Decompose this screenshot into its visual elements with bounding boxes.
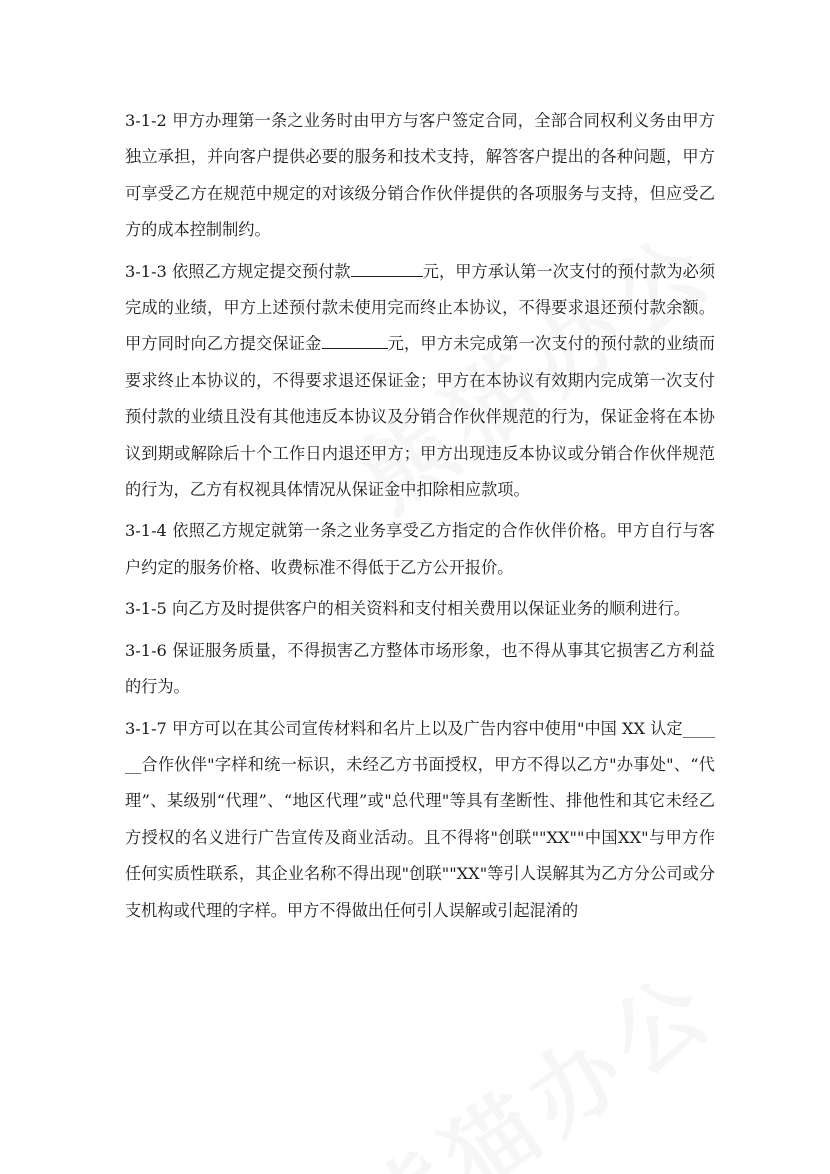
document-body xyxy=(125,103,715,934)
deposit-blank xyxy=(322,331,388,349)
clause-3-1-6: 3-1-6 保证服务质量，不得损害乙方整体市场形象，也不得从事其它损害乙方利益的行为。 xyxy=(125,640,715,697)
watermark xyxy=(330,935,739,1174)
clause-text: 3-1-3 依照乙方规定提交预付款 xyxy=(125,261,351,281)
clause-3-1-7: 3-1-7 甲方可以在其公司宣传材料和名片上以及广告内容中使用"中国 XX 认定______合作伙伴"字样和统一标识，未经乙方书面授权，甲方不得以乙方"办事处"、“代理”、某级别“代理”、“地区代理”或"总代理"等具有垄断性、排他性和其它未经乙方授权的名义进行广告宣传及商业活动。且不得将"创联""XX""中国XX"与甲方作任何实质性联系，其企业名称不得出现"创联""XX"等引人误解其为乙方分公司或分支机构或代理的字样。甲方不得做出任何引人误解或引起混淆的 xyxy=(125,718,715,920)
clause-text: 元，甲方未完成第一次支付的预付款的业绩而要求终止本协议的，不得要求退还保证金；甲方在本协议有效期内完成第一次支付预付款的业绩且没有其他违反本协议及分销合作伙伴规范的行为，保证金将在本协议到期或解除后十个工作日内退还甲方；甲方出现违反本协议或分销合作伙伴规范的行为，乙方有权视具体情况从保证金中扣除相应款项。 xyxy=(125,334,715,500)
clause-3-1-2: 3-1-2 甲方办理第一条之业务时由甲方与客户签定合同，全部合同权利义务由甲方独立承担，并向客户提供必要的服务和技术支持，解答客户提出的各种问题，甲方可享受乙方在规范中规定的对该级分销合作伙伴提供的各项服务与支持，但应受乙方的成本控制制约。 xyxy=(125,111,715,240)
clause-3-1-5: 3-1-5 向乙方及时提供客户的相关资料和支付相关费用以保证业务的顺利进行。 xyxy=(125,599,690,619)
prepayment-blank xyxy=(351,259,423,277)
clause-3-1-3 xyxy=(125,254,715,509)
clause-3-1-4: 3-1-4 依照乙方规定就第一条之业务享受乙方指定的合作伙伴价格。甲方自行与客户约定的服务价格、收费标准不得低于乙方公开报价。 xyxy=(125,521,715,577)
clause-text: 元，甲方承认第一次支付的预付款为必须完成的业绩，甲方上述预付款未使用完而终止本协议，不得要求退还预付款余额。甲方同时向乙方提交保证金 xyxy=(125,261,716,354)
